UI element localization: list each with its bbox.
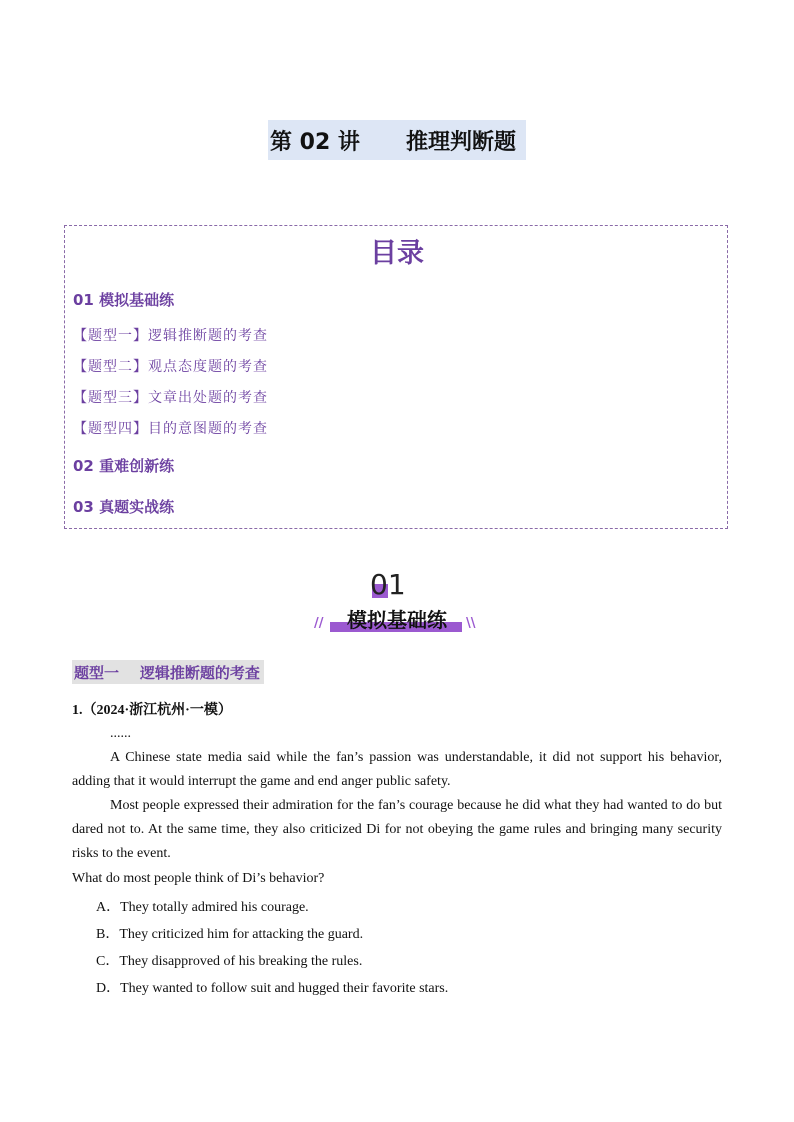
toc-item-3[interactable]: 【题型三】文章出处题的考查: [73, 390, 268, 406]
toc-item-4[interactable]: 【题型四】目的意图题的考查: [73, 421, 268, 437]
toc-title: 目录: [370, 238, 424, 269]
question-type-number: 题型一: [74, 664, 120, 682]
toc-section-2[interactable]: 02 重难创新练: [73, 457, 175, 475]
passage-ellipsis: ......: [110, 726, 131, 741]
question-number: 1.: [72, 703, 83, 718]
lecture-topic: 推理判断题: [405, 129, 516, 155]
option-d[interactable]: D．They wanted to follow suit and hugged their favorite stars.: [96, 981, 449, 996]
question-heading: [72, 699, 232, 719]
section-slash-right: \\: [466, 616, 476, 631]
question-source: （2024·浙江杭州·一模）: [82, 703, 232, 718]
toc-item-1[interactable]: 【题型一】逻辑推断题的考查: [73, 328, 268, 344]
toc-section-1[interactable]: 01 模拟基础练: [73, 291, 175, 309]
section-slash-left: //: [314, 616, 324, 631]
option-c[interactable]: C．They disapproved of his breaking the rules.: [96, 954, 363, 969]
page-title: [268, 120, 526, 160]
toc-item-2[interactable]: 【题型二】观点态度题的考查: [73, 359, 268, 375]
option-b[interactable]: B．They criticized him for attacking the guard.: [96, 927, 364, 942]
question-type-label: [74, 662, 260, 683]
section-name: 模拟基础练: [347, 608, 447, 632]
toc-section-3[interactable]: 03 真题实战练: [73, 498, 175, 516]
passage-paragraph-2: Most people expressed their admiration for the fan’s courage because he did what they had wanted to do but dared not to. At the same time, they also criticized Di for not obeying the game rules and bringing many security risks to the event.: [72, 798, 722, 861]
section-number: 01: [370, 568, 406, 601]
option-a[interactable]: A．They totally admired his courage.: [96, 900, 309, 915]
question-type-name: 逻辑推断题的考查: [139, 664, 260, 682]
lecture-number: 第 02 讲: [270, 129, 360, 155]
question-stem: What do most people think of Di’s behavior?: [72, 871, 325, 886]
table-of-contents: [64, 225, 728, 529]
passage-paragraph-1: A Chinese state media said while the fan’s passion was understandable, it did not support his behavior, adding that it would interrupt the game and end anger public safety.: [72, 750, 722, 789]
